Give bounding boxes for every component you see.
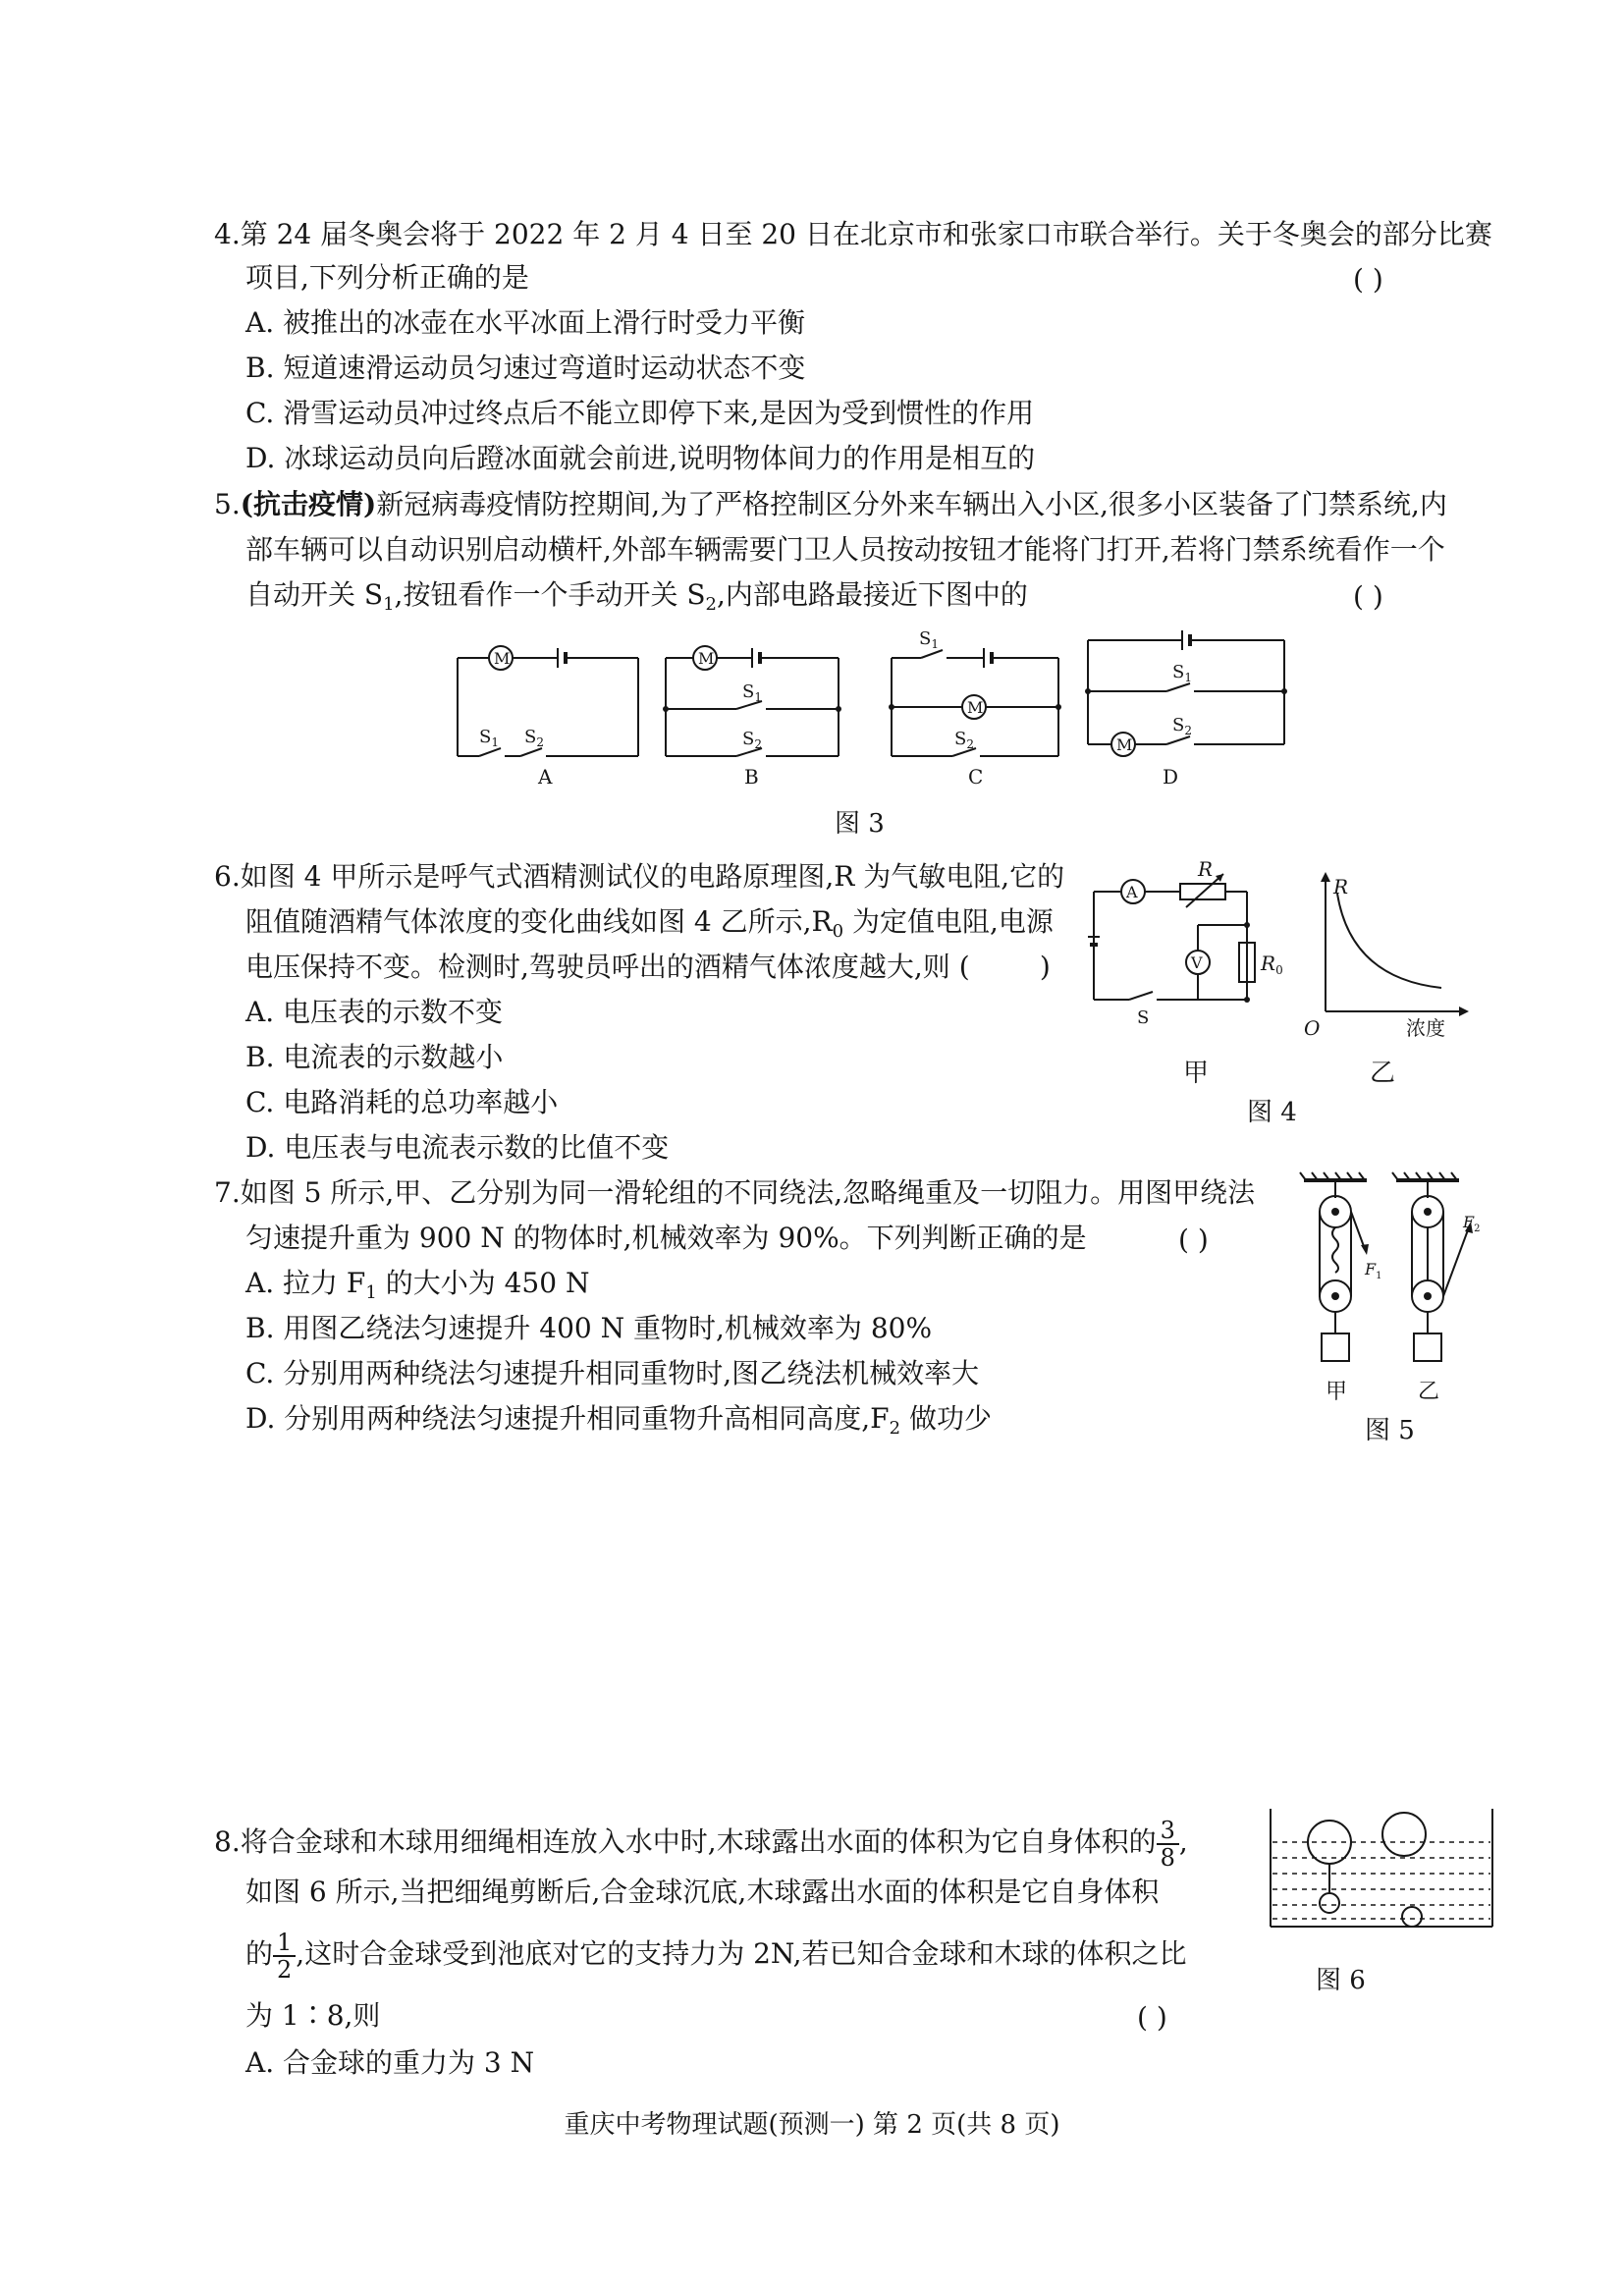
graph-x-label: 浓度 <box>1406 1016 1445 1040</box>
figure-6-caption: 图 6 <box>1316 1966 1366 1995</box>
wood-ball-right <box>1382 1813 1426 1856</box>
figure-4-right-caption: 乙 <box>1370 1059 1396 1088</box>
q4-number: 4. <box>214 218 241 250</box>
circuit-a-s1: $S_1$ <box>479 727 499 749</box>
circuit-c <box>889 628 1061 789</box>
q6-option-c: C. 电路消耗的总功率越小 <box>245 1086 559 1118</box>
svg-text:S1: $S_1$ <box>919 628 939 651</box>
f1-label: $F_1$ <box>1365 1260 1382 1281</box>
figure-3-circuits <box>452 628 1237 789</box>
circuit-a-motor: M <box>494 649 511 668</box>
q8-line-3: 的 $\frac{1}{2}$ ,这时合金球受到池底对它的支持力为 2N,若已知合金球和木球的体积之比 <box>245 1928 1187 1984</box>
q4-option-a: A. 被推出的冰壶在水平冰面上滑行时受力平衡 <box>245 306 806 339</box>
pulley-system-jia <box>1300 1172 1381 1361</box>
alloy-ball-left <box>1320 1893 1339 1913</box>
q4-option-c: C. 滑雪运动员冲过终点后不能立即停下来,是因为受到惯性的作用 <box>245 397 1035 429</box>
q5-line-1: 5.(抗击疫情)新冠病毒疫情防控期间,为了严格控制区分外来车辆出入小区,很多小区装备了门禁系统,内 <box>214 488 1447 520</box>
q6-option-d: D. 电压表与电流表示数的比值不变 <box>245 1131 670 1164</box>
svg-text:S1: $S_1$ <box>742 681 762 704</box>
r0-label: $R_0$ <box>1261 952 1283 977</box>
resistance-curve <box>1337 894 1441 988</box>
pulley-system-yi <box>1392 1172 1480 1361</box>
svg-text:M: M <box>967 698 984 717</box>
q6-line-3: 电压保持不变。检测时,驾驶员呼出的酒精气体浓度越大,则 ( ) <box>245 951 1051 983</box>
water-lines <box>1272 1842 1490 1919</box>
q4-line-2: 项目,下列分析正确的是 <box>245 261 529 294</box>
q5-line-2: 部车辆可以自动识别启动横杆,外部车辆需要门卫人员按动按钮才能将门打开,若将门禁系统看作一个 <box>245 533 1445 566</box>
figure-5-left-caption: 甲 <box>1326 1380 1348 1404</box>
figure-4-left-caption: 甲 <box>1183 1059 1210 1088</box>
page-footer: 重庆中考物理试题(预测一) 第 2 页(共 8 页) <box>564 2110 1060 2140</box>
circuit-b <box>663 646 841 789</box>
svg-text:S1: $S_1$ <box>1172 662 1192 684</box>
circuit-b-label: B <box>744 765 759 789</box>
q6-option-b: B. 电流表的示数越小 <box>245 1041 504 1073</box>
q8-line-1: 8.将合金球和木球用细绳相连放入水中时,木球露出水面的体积为它自身体积的 $\frac{3}{8}$ , <box>214 1816 1188 1872</box>
fraction-one-half: $\frac{1}{2}$ <box>273 1930 296 1983</box>
q8-option-a: A. 合金球的重力为 3 N <box>245 2046 535 2079</box>
svg-text:M: M <box>698 649 715 668</box>
fraction-three-eighths: $\frac{3}{8}$ <box>1157 1818 1179 1871</box>
graph-origin: O <box>1304 1016 1321 1040</box>
figure-5-pulleys <box>1296 1169 1492 1404</box>
graph-y-label: R <box>1333 875 1349 898</box>
q4-option-b: B. 短道速滑运动员匀速过弯道时运动状态不变 <box>245 352 806 384</box>
alloy-ball-right <box>1402 1907 1422 1927</box>
figure-5-right-caption: 乙 <box>1418 1380 1440 1404</box>
q4-answer-paren: ( ) <box>1353 263 1383 296</box>
svg-text:M: M <box>1116 735 1133 754</box>
figure-4-circuit-and-graph <box>1080 857 1492 1041</box>
q4-option-d: D. 冰球运动员向后蹬冰面就会前进,说明物体间力的作用是相互的 <box>245 442 1036 474</box>
figure-4-graph <box>1304 872 1469 1040</box>
q7-option-a: A. 拉力 $F_1$ 的大小为 450 N <box>245 1267 590 1303</box>
q7-option-d: D. 分别用两种绕法匀速提升相同重物升高相同高度$,F_2$ 做功少 <box>245 1402 992 1439</box>
svg-text:S2: $S_2$ <box>742 729 762 751</box>
circuit-a-s2: $S_2$ <box>524 727 544 749</box>
circuit-d <box>1085 630 1287 789</box>
q8-line-2: 如图 6 所示,当把细绳剪断后,合金球沉底,木球露出水面的体积是它自身体积 <box>245 1876 1160 1908</box>
q6-line-1: 6.如图 4 甲所示是呼气式酒精测试仪的电路原理图,R 为气敏电阻,它的 <box>214 860 1065 893</box>
voltmeter-label: V <box>1191 953 1203 972</box>
q7-answer-paren: ( ) <box>1178 1224 1209 1256</box>
figure-3-caption: 图 3 <box>835 809 885 839</box>
q4-line-1: 4.第 24 届冬奥会将于 2022 年 2 月 4 日至 20 日在北京市和张家口市联合举行。关于冬奥会的部分比赛 <box>214 218 1492 250</box>
q7-line-2: 匀速提升重为 900 N 的物体时,机械效率为 90%。下列判断正确的是 <box>245 1222 1087 1254</box>
figure-4-caption: 图 4 <box>1247 1098 1297 1127</box>
q7-line-1: 7.如图 5 所示,甲、乙分别为同一滑轮组的不同绕法,忽略绳重及一切阻力。用图甲绕法 <box>214 1176 1256 1209</box>
svg-text:S2: $S_2$ <box>1172 715 1192 737</box>
figure-5-caption: 图 5 <box>1365 1416 1415 1445</box>
f2-label: $F_2$ <box>1463 1213 1481 1234</box>
q6-line-2: 阻值随酒精气体浓度的变化曲线如图 4 乙所示$,R_0$ 为定值电阻,电源 <box>245 905 1054 942</box>
circuit-a-label: A <box>538 765 553 789</box>
circuit-c-label: C <box>968 765 984 789</box>
q5-line-3: 自动开关 $S_1$,按钮看作一个手动开关 $S_2$,内部电路最接近下图中的 <box>245 578 1028 615</box>
q8-answer-paren: ( ) <box>1137 2001 1167 2034</box>
ammeter-label: A <box>1126 883 1138 901</box>
svg-text:S2: $S_2$ <box>954 729 974 751</box>
q8-line-4: 为 1∶8,则 <box>245 1999 381 2032</box>
circuit-a <box>458 646 638 789</box>
r-label: R <box>1198 857 1214 881</box>
q5-tag: (抗击疫情) <box>240 488 377 520</box>
q7-option-b: B. 用图乙绕法匀速提升 400 N 重物时,机械效率为 80% <box>245 1312 933 1344</box>
q6-option-a: A. 电压表的示数不变 <box>245 996 504 1028</box>
figure-6-tank <box>1267 1807 1502 1934</box>
switch-label: S <box>1137 1007 1150 1028</box>
circuit-d-label: D <box>1163 765 1179 789</box>
q7-option-c: C. 分别用两种绕法匀速提升相同重物时,图乙绕法机械效率大 <box>245 1357 980 1389</box>
figure-4-circuit <box>1088 857 1283 1028</box>
q5-answer-paren: ( ) <box>1353 580 1383 613</box>
